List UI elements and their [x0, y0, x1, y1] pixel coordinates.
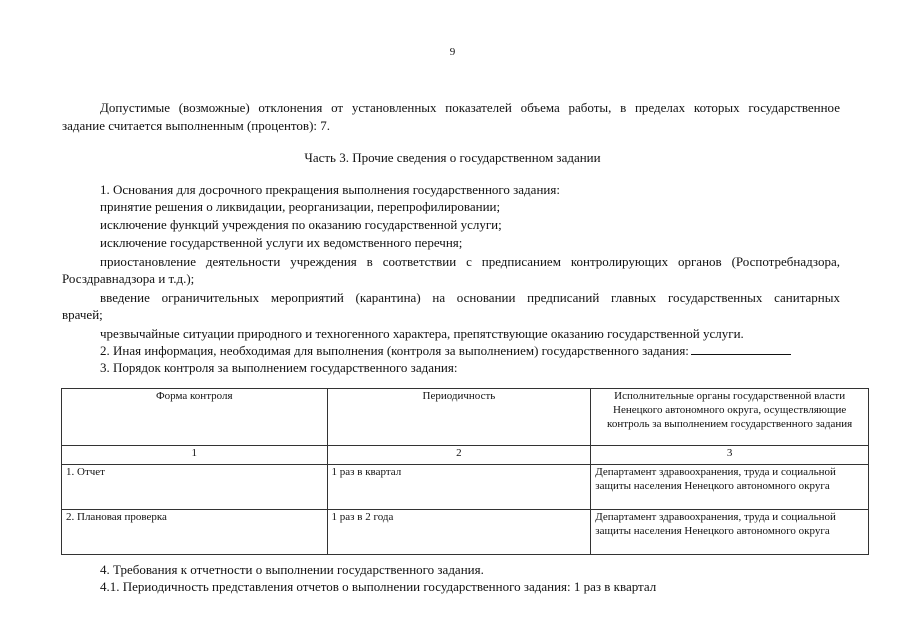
header-form-of-control: Форма контроля: [62, 389, 328, 446]
section1-item-3: исключение государственной услуги их ведомственного перечня;: [100, 235, 463, 250]
section2-line: [100, 343, 791, 359]
section1-item-2: исключение функций учреждения по оказанию государственной услуги;: [100, 217, 502, 232]
table-number-row: [62, 446, 869, 465]
section1-item-4-line1: приостановление деятельности учреждения в соответствии с предписанием контролирующих органов (Роспотребнадзора,: [100, 254, 840, 269]
column-number-2: 2: [327, 446, 591, 465]
control-table: [61, 388, 869, 555]
table-cell: 1 раз в 2 года: [327, 510, 591, 555]
table-header-row: [62, 389, 869, 446]
section4-1: 4.1. Периодичность представления отчетов о выполнении государственного задания: 1 раз в квартал: [100, 579, 657, 594]
section2-blank: [691, 344, 791, 355]
section1-item-5-line2: врачей;: [62, 307, 103, 322]
page-number: 9: [449, 46, 456, 58]
section2-text: 2. Иная информация, необходимая для выполнения (контроля за выполнением) государственного задания:: [100, 343, 689, 358]
header-periodicity: Периодичность: [327, 389, 591, 446]
section1-item-5-line1: введение ограничительных мероприятий (карантина) на основании предписаний главных государственных санитарных: [100, 290, 840, 305]
table-cell: Департамент здравоохранения, труда и социальной защиты населения Ненецкого автономного округа: [591, 510, 869, 555]
para1-line1: Допустимые (возможные) отклонения от установленных показателей объема работы, в пределах которых государственное: [100, 100, 840, 115]
column-number-1: 1: [62, 446, 328, 465]
header-executive-bodies: Исполнительные органы государственной власти Ненецкого автономного округа, осуществляющие контроль за выполнением государственного задания: [591, 389, 869, 446]
table-cell: 1. Отчет: [62, 465, 328, 510]
section3-heading: 3. Порядок контроля за выполнением государственного задания:: [100, 360, 458, 375]
table-row: [62, 510, 869, 555]
section1-heading: 1. Основания для досрочного прекращения выполнения государственного задания:: [100, 182, 560, 197]
para1-line2: задание считается выполненным (процентов): 7.: [62, 118, 331, 133]
table-row: [62, 465, 869, 510]
section1-item-4-line2: Росздравнадзора и т.д.);: [62, 271, 195, 286]
section4-heading: 4. Требования к отчетности о выполнении государственного задания.: [100, 562, 484, 577]
column-number-3: 3: [591, 446, 869, 465]
table-cell: 2. Плановая проверка: [62, 510, 328, 555]
section1-item-6: чрезвычайные ситуации природного и техногенного характера, препятствующие оказанию государственной услуги.: [100, 326, 744, 341]
table-cell: 1 раз в квартал: [327, 465, 591, 510]
table-cell: Департамент здравоохранения, труда и социальной защиты населения Ненецкого автономного округа: [591, 465, 869, 510]
section1-item-1: принятие решения о ликвидации, реорганизации, перепрофилировании;: [100, 199, 501, 214]
part3-heading: Часть 3. Прочие сведения о государственном задании: [304, 150, 601, 165]
